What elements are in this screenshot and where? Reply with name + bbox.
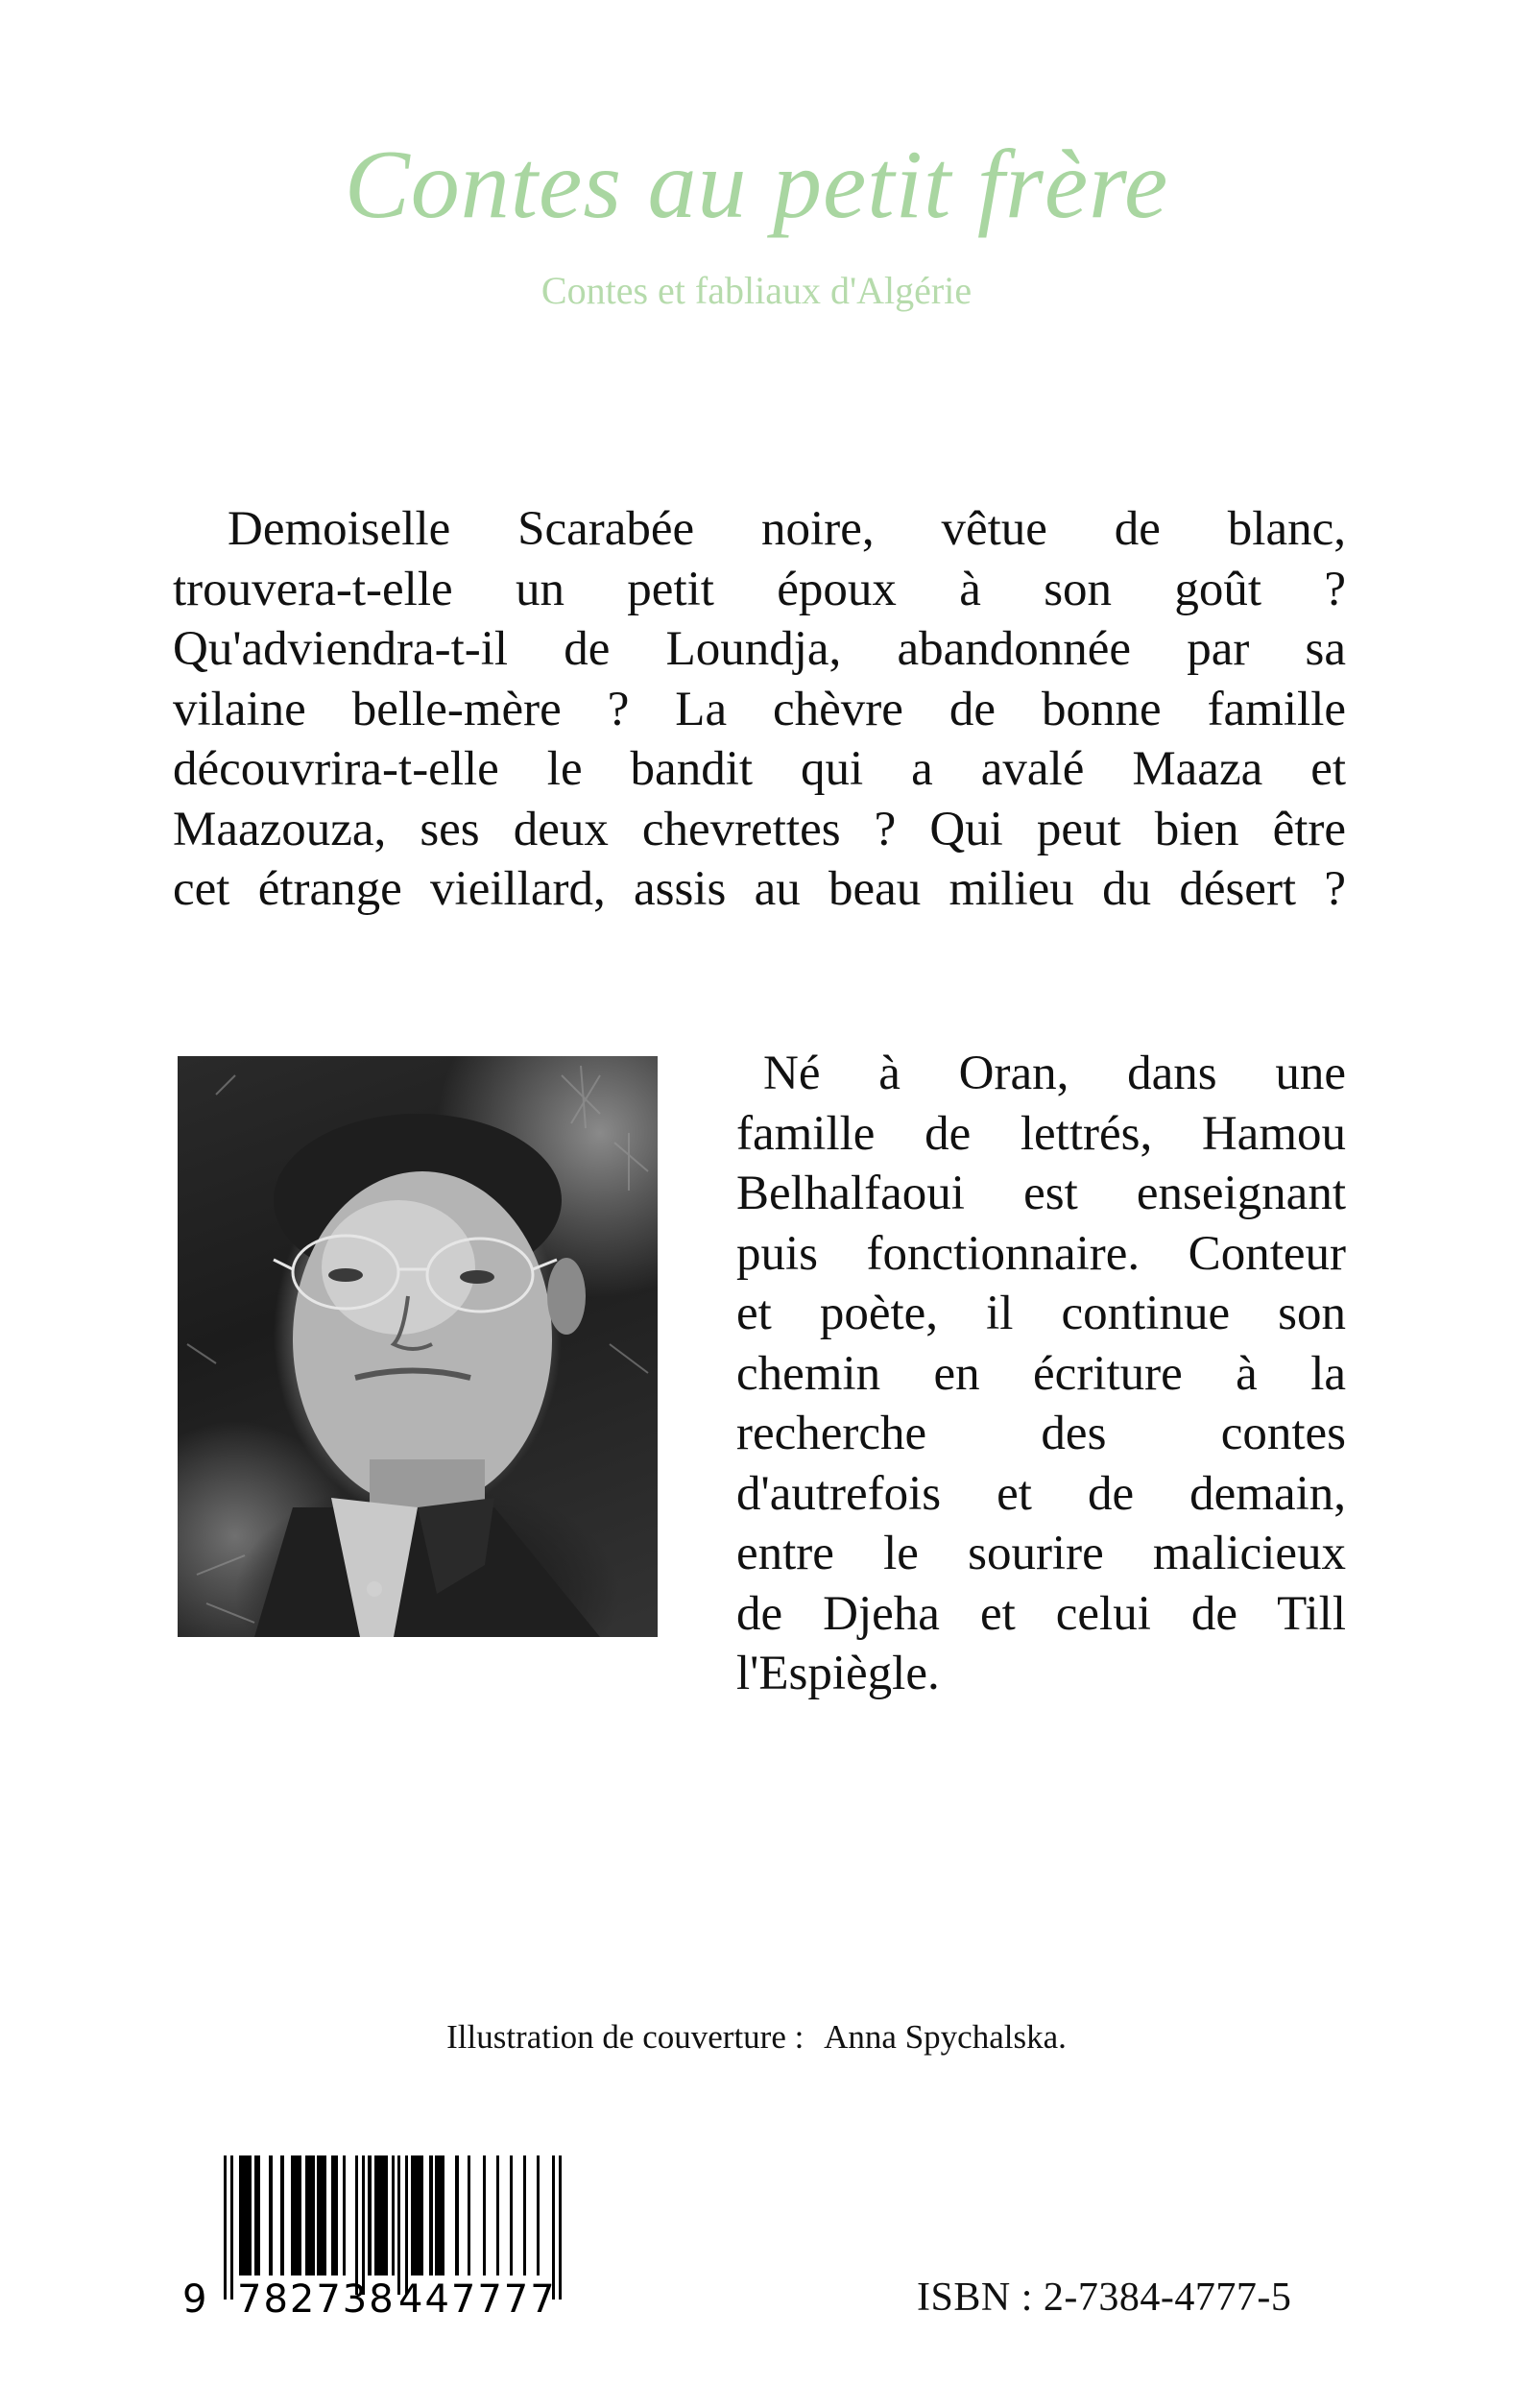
bio-line: d'autrefois et de demain, <box>736 1466 1346 1521</box>
bio-line: Belhalfaoui est enseignant <box>736 1167 1346 1220</box>
bio-line: puis fonctionnaire. Conteur <box>736 1226 1346 1281</box>
credit-illustrator: Anna Spychalska. <box>824 2018 1067 2056</box>
bio-line: entre le sourire malicieux <box>736 1527 1346 1580</box>
credit-label: Illustration de couverture : <box>446 2018 805 2056</box>
bio-line: et poète, il continue son <box>736 1287 1346 1340</box>
portrait-illustration-icon <box>178 1056 658 1637</box>
author-bio <box>736 1044 1346 1704</box>
book-subtitle: Contes et fabliaux d'Algérie <box>540 269 973 312</box>
blurb-line: Demoiselle Scarabée noire, vêtue de blanc, <box>228 502 1346 556</box>
bio-line: chemin en écriture à la <box>736 1346 1346 1401</box>
isbn-number: ISBN : 2-7384-4777-5 <box>917 2276 1292 2320</box>
bio-line: l'Espiègle. <box>736 1647 940 1700</box>
barcode-right-digits: 447777 <box>398 2277 557 2319</box>
blurb-paragraph <box>173 499 1346 920</box>
blurb-line: cet étrange vieillard, assis au beau milieu du désert ? <box>173 862 1346 916</box>
cover-illustration-credit <box>0 2016 1513 2059</box>
barcode-lead-digit: 9 <box>182 2277 207 2319</box>
bio-line: recherche des contes <box>736 1407 1346 1460</box>
bio-line: famille de lettrés, Hamou <box>736 1106 1346 1161</box>
blurb-line: trouvera-t-elle un petit époux à son goût ? <box>173 562 1346 616</box>
blurb-line: vilaine belle-mère ? La chèvre de bonne famille <box>173 682 1346 736</box>
book-title: Contes au petit frère <box>344 131 1169 239</box>
blurb-line: découvrira-t-elle le bandit qui a avalé Maaza et <box>173 742 1346 796</box>
author-photo <box>178 1056 658 1637</box>
bio-line: de Djeha et celui de Till <box>736 1586 1346 1641</box>
blurb-line: Maazouza, ses deux chevrettes ? Qui peut bien être <box>173 802 1346 856</box>
blurb-line: Qu'adviendra-t-il de Loundja, abandonnée par sa <box>173 622 1346 676</box>
barcode <box>178 2151 619 2319</box>
barcode-icon <box>178 2151 619 2319</box>
bio-line: Né à Oran, dans une <box>763 1047 1346 1100</box>
barcode-left-digits: 782738 <box>237 2277 396 2319</box>
